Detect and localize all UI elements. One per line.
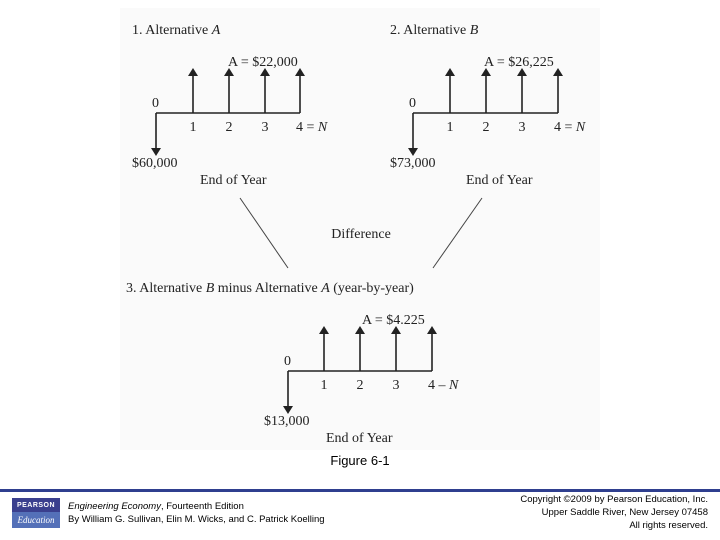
alternative-b-axis-label: End of Year	[466, 173, 533, 188]
alternative-b-time-zero-label: 0	[409, 96, 416, 111]
alternative-a-annual-amount: A = $22,000	[228, 55, 298, 70]
copyright-line-2: Upper Saddle River, New Jersey 07458	[541, 507, 708, 518]
footer-divider	[0, 489, 720, 492]
difference-label: Difference	[331, 227, 391, 242]
alternative-a-year-1-label: 1	[189, 120, 197, 135]
difference-year-2-label: 2	[356, 378, 364, 393]
copyright-line-3: All rights reserved.	[629, 520, 708, 531]
book-title-line	[68, 500, 325, 513]
difference-title: 3. Alternative B minus Alternative A (year-by-year)	[126, 281, 414, 296]
alternative-a-year-n-label: 4 = N	[296, 120, 328, 135]
book-authors: By William G. Sullivan, Elin M. Wicks, and C. Patrick Koelling	[68, 514, 325, 525]
alternative-b-annual-amount: A = $26,225	[484, 55, 554, 70]
book-edition: , Fourteenth Edition	[160, 501, 244, 512]
alternative-a-year-3-label: 3	[261, 120, 269, 135]
alternative-b-year-1-label: 1	[446, 120, 454, 135]
alternative-b-year-2-label: 2	[482, 120, 490, 135]
figure-caption: Figure 6-1	[330, 453, 390, 468]
pearson-education-logo	[12, 498, 60, 528]
book-title: Engineering Economy	[68, 501, 161, 512]
difference-year-n-label: 4 – N	[428, 378, 459, 393]
copyright-notice	[520, 493, 708, 532]
difference-annual-amount: A = $4.225	[362, 313, 425, 328]
alternative-b-title: 2. Alternative B	[390, 23, 479, 38]
book-info	[68, 500, 325, 526]
copyright-line-1: Copyright ©2009 by Pearson Education, Inc.	[520, 494, 708, 505]
logo-top-text: PEARSON	[12, 498, 60, 512]
alternative-a-title: 1. Alternative A	[132, 23, 221, 38]
alternative-b-year-n-label: 4 = N	[554, 120, 586, 135]
difference-initial-cost: $13,000	[264, 414, 310, 429]
alternative-a-initial-cost: $60,000	[132, 156, 178, 171]
alternative-b-year-3-label: 3	[518, 120, 526, 135]
difference-year-3-label: 3	[392, 378, 400, 393]
alternative-a-time-zero-label: 0	[152, 96, 159, 111]
logo-bottom-text: Education	[12, 512, 60, 528]
difference-time-zero-label: 0	[284, 354, 291, 369]
alternative-b-initial-cost: $73,000	[390, 156, 436, 171]
difference-axis-label: End of Year	[326, 431, 393, 446]
alternative-a-year-2-label: 2	[225, 120, 233, 135]
alternative-a-axis-label: End of Year	[200, 173, 267, 188]
difference-year-1-label: 1	[320, 378, 328, 393]
